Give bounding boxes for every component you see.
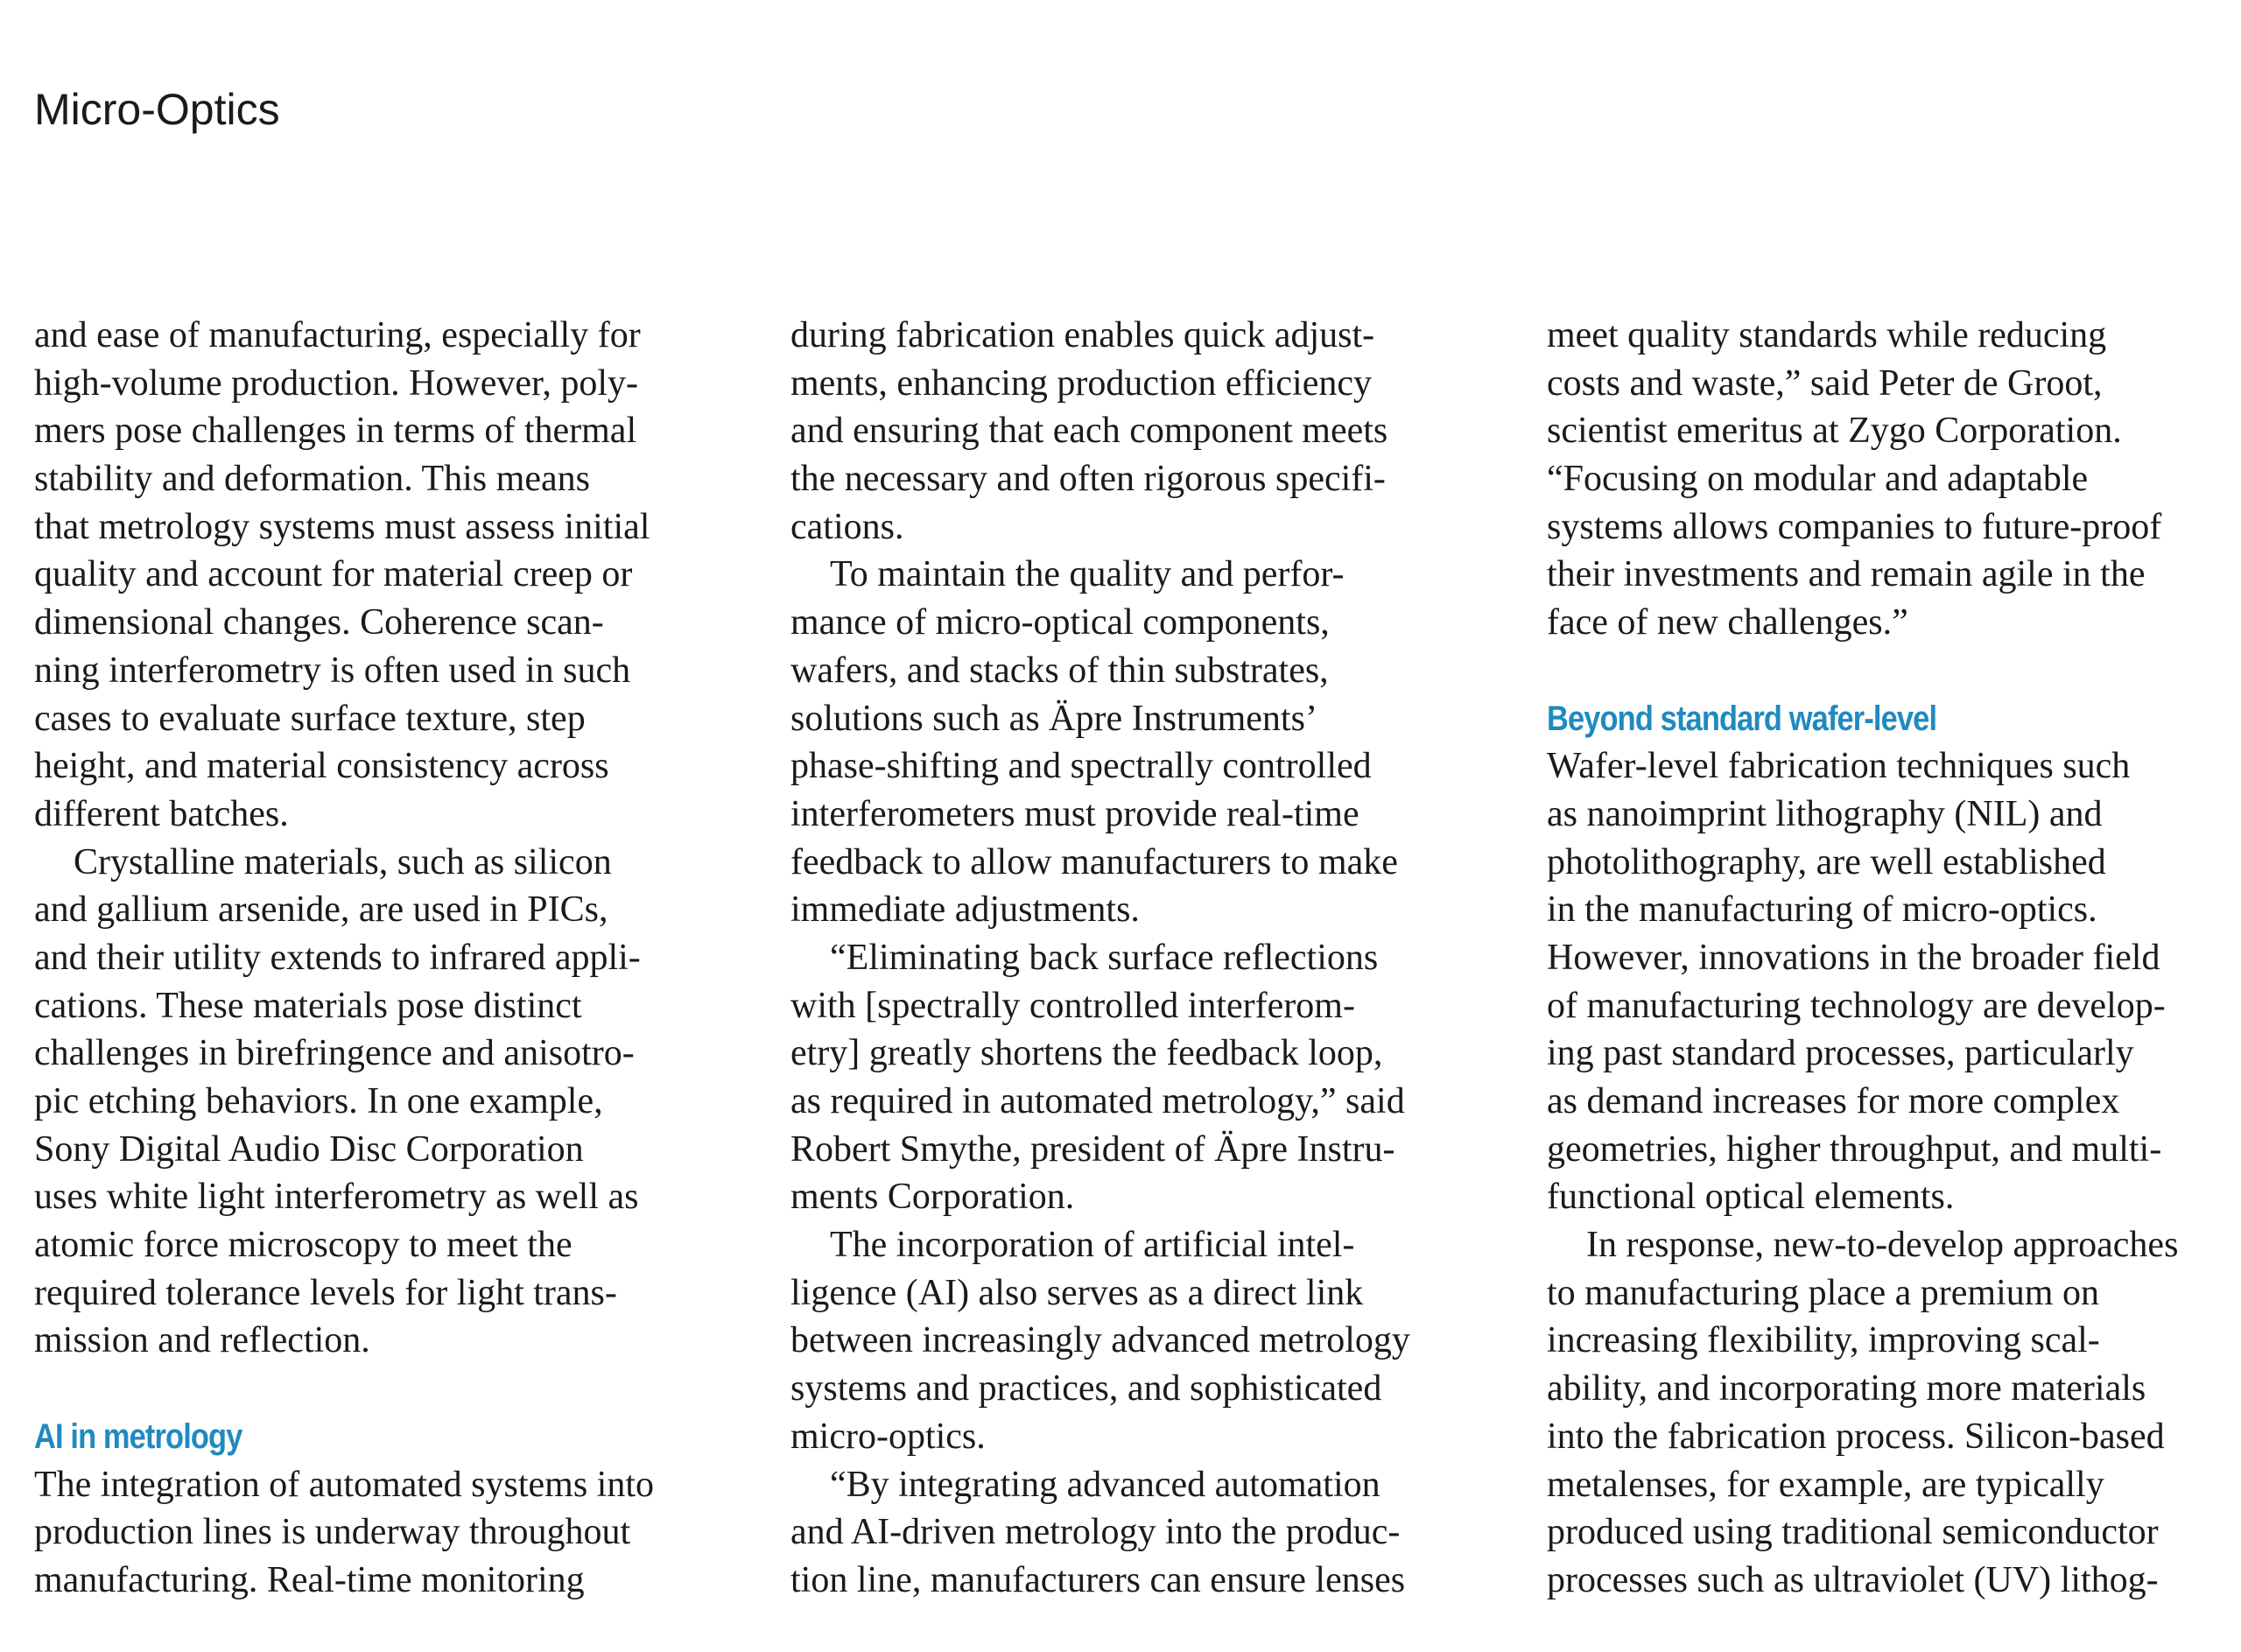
text-line: photolithography, are well established: [1547, 841, 2106, 882]
text-line: solutions such as Äpre Instruments’: [790, 698, 1317, 739]
text-line: cations.: [790, 506, 904, 547]
text-line: and ease of manufacturing, especially for: [34, 315, 641, 355]
paragraph-first-line: “By integrating advanced automation: [830, 1464, 1380, 1505]
text-line: costs and waste,” said Peter de Groot,: [1547, 362, 2103, 404]
text-line: tion line, manufacturers can ensure lenses: [790, 1559, 1406, 1600]
text-line: The integration of automated systems into: [34, 1464, 655, 1505]
text-line: immediate adjustments.: [790, 889, 1140, 931]
text-line: ing past standard processes, particularly: [1547, 1033, 2134, 1074]
text-line: meet quality standards while reducing: [1547, 315, 2107, 355]
text-line: and gallium arsenide, are used in PICs,: [34, 889, 608, 931]
section-subheading: AI in metrology: [34, 1417, 242, 1456]
text-line: ments Corporation.: [790, 1177, 1075, 1218]
text-line: in the manufacturing of micro-optics.: [1547, 889, 2097, 931]
text-line: the necessary and often rigorous specifi-: [790, 459, 1386, 500]
text-column-3: [1547, 312, 2241, 1605]
text-line: increasing flexibility, improving scal-: [1547, 1320, 2100, 1361]
text-line: Robert Smythe, president of Äpre Instru-: [790, 1128, 1395, 1170]
text-line: production lines is underway throughout: [34, 1512, 631, 1553]
text-line: into the fabrication process. Silicon-based: [1547, 1416, 2165, 1457]
text-line: different batches.: [34, 793, 289, 834]
text-line: Wafer-level fabrication techniques such: [1547, 746, 2131, 787]
text-column-1: [34, 312, 761, 1605]
paragraph-first-line: To maintain the quality and perfor-: [830, 554, 1345, 595]
paragraph-first-line: Crystalline materials, such as silicon: [74, 841, 612, 882]
text-line: ning interferometry is often used in such: [34, 650, 631, 691]
text-line: stability and deformation. This means: [34, 459, 590, 500]
text-line: However, innovations in the broader field: [1547, 937, 2160, 978]
text-line: systems and practices, and sophisticated: [790, 1368, 1382, 1409]
text-line: and AI-driven metrology into the produc-: [790, 1512, 1401, 1553]
text-line: wafers, and stacks of thin substrates,: [790, 650, 1329, 691]
text-line: during fabrication enables quick adjust-: [790, 315, 1375, 355]
text-line: height, and material consistency across: [34, 746, 609, 787]
text-line: between increasingly advanced metrology: [790, 1320, 1410, 1361]
text-line: processes such as ultraviolet (UV) lithog-: [1547, 1559, 2159, 1600]
text-line: produced using traditional semiconductor: [1547, 1512, 2159, 1553]
text-line: that metrology systems must assess initial: [34, 506, 650, 547]
text-line: mission and reflection.: [34, 1320, 370, 1361]
text-line: “Focusing on modular and adaptable: [1547, 459, 2089, 500]
text-line: quality and account for material creep or: [34, 554, 633, 595]
text-line: to manufacturing place a premium on: [1547, 1272, 2099, 1313]
text-line: scientist emeritus at Zygo Corporation.: [1547, 411, 2122, 452]
section-subheading: Beyond standard wafer-level: [1547, 699, 1937, 738]
text-line: their investments and remain agile in the: [1547, 554, 2146, 595]
text-line: and their utility extends to infrared appli-: [34, 937, 641, 978]
text-column-2: [790, 312, 1517, 1605]
text-line: atomic force microscopy to meet the: [34, 1225, 573, 1266]
text-line: etry] greatly shortens the feedback loop,: [790, 1033, 1383, 1074]
text-line: as demand increases for more complex: [1547, 1081, 2120, 1121]
text-line: and ensuring that each component meets: [790, 411, 1388, 452]
text-line: feedback to allow manufacturers to make: [790, 841, 1398, 882]
text-line: ments, enhancing production efficiency: [790, 362, 1373, 404]
text-line: high-volume production. However, poly-: [34, 362, 639, 404]
paragraph-first-line: The incorporation of artificial intel-: [830, 1225, 1355, 1266]
text-line: geometries, higher throughput, and multi-: [1547, 1128, 2162, 1170]
text-line: Sony Digital Audio Disc Corporation: [34, 1128, 584, 1170]
text-line: cations. These materials pose distinct: [34, 985, 582, 1026]
text-line: as nanoimprint lithography (NIL) and: [1547, 793, 2103, 834]
text-line: required tolerance levels for light trans-: [34, 1272, 617, 1313]
text-line: interferometers must provide real-time: [790, 793, 1359, 834]
paragraph-first-line: In response, new-to-develop approaches: [1586, 1225, 2179, 1266]
text-line: metalenses, for example, are typically: [1547, 1464, 2104, 1505]
text-line: dimensional changes. Coherence scan-: [34, 602, 604, 643]
text-line: mance of micro-optical components,: [790, 602, 1330, 643]
text-line: cases to evaluate surface texture, step: [34, 698, 586, 739]
text-line: of manufacturing technology are develop-: [1547, 985, 2166, 1026]
text-line: challenges in birefringence and anisotro-: [34, 1033, 635, 1074]
text-line: ligence (AI) also serves as a direct link: [790, 1272, 1364, 1313]
text-line: uses white light interferometry as well as: [34, 1177, 639, 1218]
paragraph-gap: [1547, 647, 2241, 695]
text-line: pic etching behaviors. In one example,: [34, 1081, 603, 1121]
text-line: ability, and incorporating more materials: [1547, 1368, 2146, 1409]
text-line: mers pose challenges in terms of thermal: [34, 411, 637, 452]
text-line: with [spectrally controlled interferom-: [790, 985, 1355, 1026]
text-line: phase-shifting and spectrally controlled: [790, 746, 1372, 787]
text-line: face of new challenges.”: [1547, 602, 1908, 643]
text-line: manufacturing. Real-time monitoring: [34, 1559, 585, 1600]
text-line: micro-optics.: [790, 1416, 986, 1457]
paragraph-gap: [34, 1365, 761, 1413]
text-line: as required in automated metrology,” said: [790, 1081, 1405, 1121]
paragraph-first-line: “Eliminating back surface reflections: [830, 937, 1379, 978]
text-line: systems allows companies to future-proof: [1547, 506, 2162, 547]
text-line: functional optical elements.: [1547, 1177, 1955, 1218]
running-head-section-title: Micro-Optics: [34, 85, 280, 134]
